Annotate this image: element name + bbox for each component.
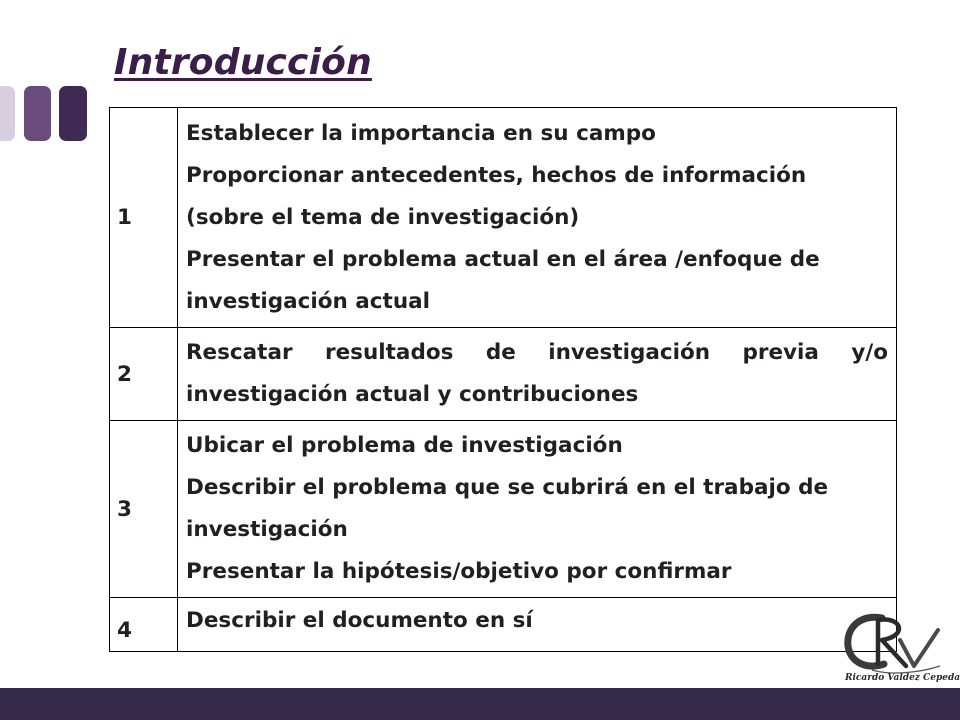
- decorative-bar-light: [0, 86, 15, 141]
- row-text: [178, 108, 897, 328]
- text-line: investigación actual: [186, 288, 431, 314]
- text-line: investigación: [186, 517, 348, 542]
- table-row: [110, 108, 897, 328]
- logo-caption: Ricardo Valdez Cepeda: [845, 673, 960, 683]
- table-row: [110, 598, 897, 652]
- row-number: 2: [110, 328, 178, 421]
- text-line: investigación actual y contribuciones: [186, 382, 639, 407]
- row-text: [178, 328, 897, 421]
- table-row: [110, 421, 897, 598]
- row-text: [178, 421, 897, 598]
- footer-bar: [0, 688, 960, 720]
- text-line: Presentar el problema actual en el área /enfoque de: [186, 246, 820, 272]
- text-line: Presentar la hipótesis/objetivo por confirmar: [186, 559, 732, 584]
- text-line: Describir el problema que se cubrirá en el trabajo de: [186, 475, 829, 500]
- row-text: [178, 598, 897, 652]
- table-row: [110, 328, 897, 421]
- row-number: 4: [110, 598, 178, 652]
- text-line: Ubicar el problema de investigación: [186, 433, 623, 458]
- text-line: Proporcionar antecedentes, hechos de información: [186, 162, 807, 188]
- slide-title: Introducción: [114, 42, 372, 83]
- row-number: 1: [110, 108, 178, 328]
- text-line: (sobre el tema de investigación): [186, 204, 580, 230]
- text-line: Establecer la importancia en su campo: [186, 120, 656, 146]
- text-line: Rescatar resultados de investigación previa y/o: [186, 340, 888, 365]
- row-number: 3: [110, 421, 178, 598]
- text-line: Describir el documento en sí: [186, 608, 533, 633]
- decorative-bar-dark: [59, 86, 87, 141]
- decorative-bar-mid: [24, 86, 51, 141]
- introduction-table: [109, 107, 897, 652]
